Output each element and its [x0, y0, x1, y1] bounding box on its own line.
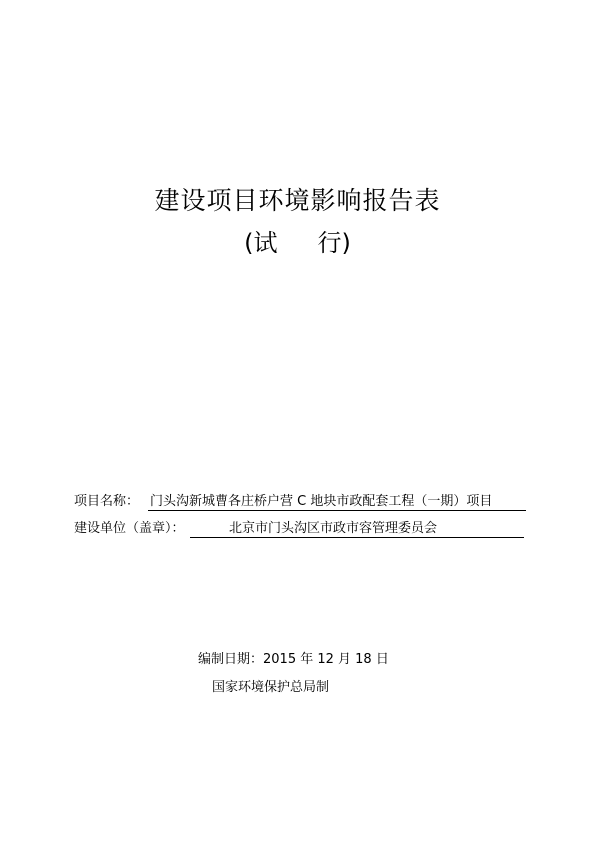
builder-label: 建设单位（盖章）： [74, 521, 185, 536]
builder-value: 北京市门头沟区市政市容管理委员会 [229, 521, 438, 536]
subtitle-open: (试 [244, 229, 278, 257]
builder-underline [190, 537, 524, 538]
project-name-underline [148, 510, 526, 511]
project-name-row [74, 493, 493, 510]
compilation-date: 编制日期：2015 年 12 月 18 日 [198, 652, 389, 667]
builder-row [74, 520, 438, 537]
issuer-text: 国家环境保护总局制 [212, 680, 330, 695]
project-name-label: 项目名称： [74, 494, 140, 509]
subtitle-close: 行) [317, 229, 351, 257]
document-subtitle [0, 228, 595, 258]
project-name-value: 门头沟新城曹各庄桥户营 C 地块市政配套工程（一期）项目 [150, 494, 493, 509]
document-title: 建设项目环境影响报告表 [154, 186, 441, 215]
